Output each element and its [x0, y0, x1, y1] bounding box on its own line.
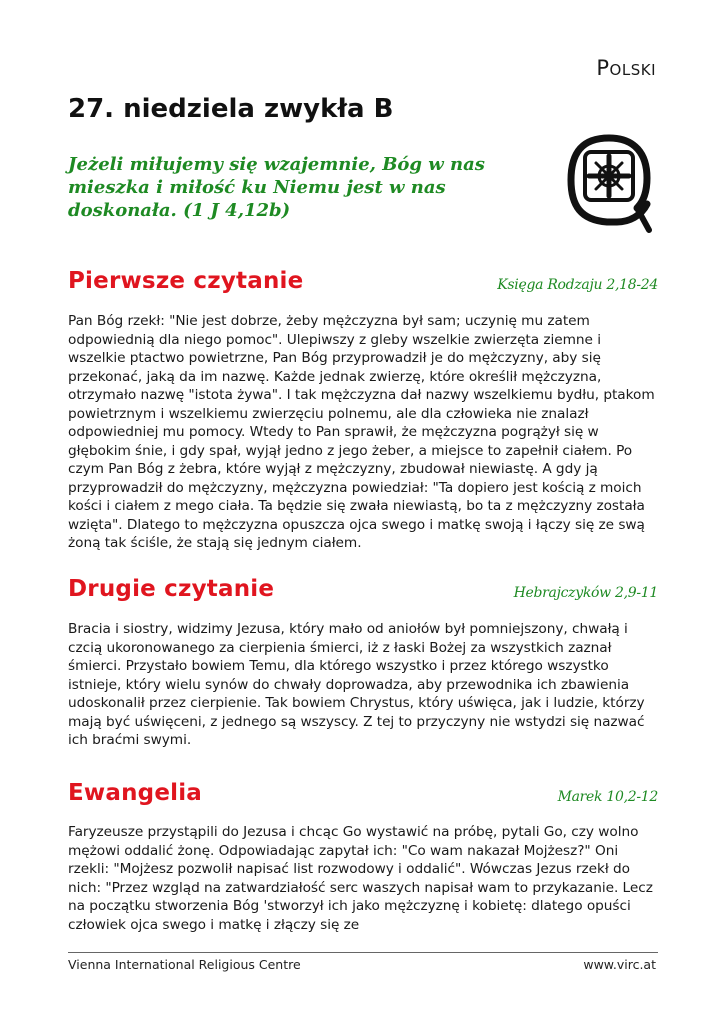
reading-text: Faryzeusze przystąpili do Jezusa i chcąc Go wystawić na próbę, pytali Go, czy wolno mężowi oddalić żonę. Odpowiadając zapytał ich: "Co wam nakazał Mojżesz?" Oni rzekli: "Mojżesz pozwolił napisać list rozwodowy i oddalić". Wówczas Jezus rzekł do nich: "Przez wzgląd na zatwardziałość serc waszych napisał wam to przykazanie. Lecz na początku stworzenia Bóg 'stworzył ich jako mężczyznę i kobietę: dlatego opuści człowiek ojca swego i matkę i złączy się ze	[68, 824, 653, 933]
motto-quote: Jeżeli miłujemy się wzajemnie, Bóg w nas mieszka i miłość ku Niemu jest w nas doskonała. (1 J 4,12b)	[68, 154, 485, 221]
scripture-reference: Hebrajczyków 2,9-11	[513, 585, 658, 601]
virc-emblem-icon	[563, 132, 655, 236]
section-header-first-reading	[68, 268, 658, 302]
section-header-gospel	[68, 780, 658, 814]
scripture-reference: Marek 10,2-12	[557, 789, 658, 805]
footer-divider	[68, 952, 658, 953]
section-heading: Ewangelia	[68, 780, 203, 806]
reading-text: Pan Bóg rzekł: "Nie jest dobrze, żeby mężczyzna był sam; uczynię mu zatem odpowiednią dla niego pomoc". Ulepiwszy z gleby wszelkie zwierzęta ziemne i wszelkie ptactwo powietrzne, Pan Bóg przyprowadził je do mężczyzny, aby się przekonać, jaką da im nazwę. Każde jednak zwierzę, które określił mężczyzna, otrzymało nazwę "istota żywa". I tak mężczyzna dał nazwy wszelkiemu bydłu, ptakom powietrznym i wszelkiemu zwierzęciu polnemu, ale dla człowieka nie znalazł odpowiedniej mu pomocy. Wtedy to Pan sprawił, że mężczyzna pogrążył się w głębokim śnie, i gdy spał, wyjął jedno z jego żeber, a miejsce to zapełnił ciałem. Po czym Pan Bóg z żebra, które wyjął z mężczyzny, zbudował niewiastę. A gdy ją przyprowadził do mężczyzny, mężczyzna powiedział: "Ta dopiero jest kością z moich kości i ciałem z mego ciała. Ta będzie się zwała niewiastą, bo ta z mężczyzny została wzięta". Dlatego to mężczyzna opuszcza ojca swego i matkę swoją i łączy się ze swą żoną tak ściśle, że stają się jednym ciałem.	[68, 313, 655, 551]
language-label: Polski	[596, 56, 656, 80]
section-heading: Pierwsze czytanie	[68, 268, 304, 294]
footer-website-link[interactable]: www.virc.at	[583, 957, 656, 972]
section-heading: Drugie czytanie	[68, 576, 275, 602]
scripture-reference: Księga Rodzaju 2,18-24	[497, 277, 658, 293]
reading-text: Bracia i siostry, widzimy Jezusa, który mało od aniołów był pomniejszony, chwałą i czcią ukoronowanego za cierpienia śmierci, iż z łaski Bożej za wszystkich zaznał śmierci. Przystało bowiem Temu, dla którego wszystko i przez którego wszystko istnieje, który wielu synów do chwały doprowadza, aby przewodnika ich zbawienia udoskonalił przez cierpienie. Tak bowiem Chrystus, który uświęca, jak i ludzie, którzy mają być uświęceni, z jednego są wszyscy. Z tej to przyczyny nie wstydzi się nazwać ich braćmi swymi.	[68, 621, 645, 748]
section-header-second-reading	[68, 576, 658, 610]
footer-organization: Vienna International Religious Centre	[68, 957, 301, 972]
page-title: 27. niedziela zwykła B	[68, 94, 394, 124]
